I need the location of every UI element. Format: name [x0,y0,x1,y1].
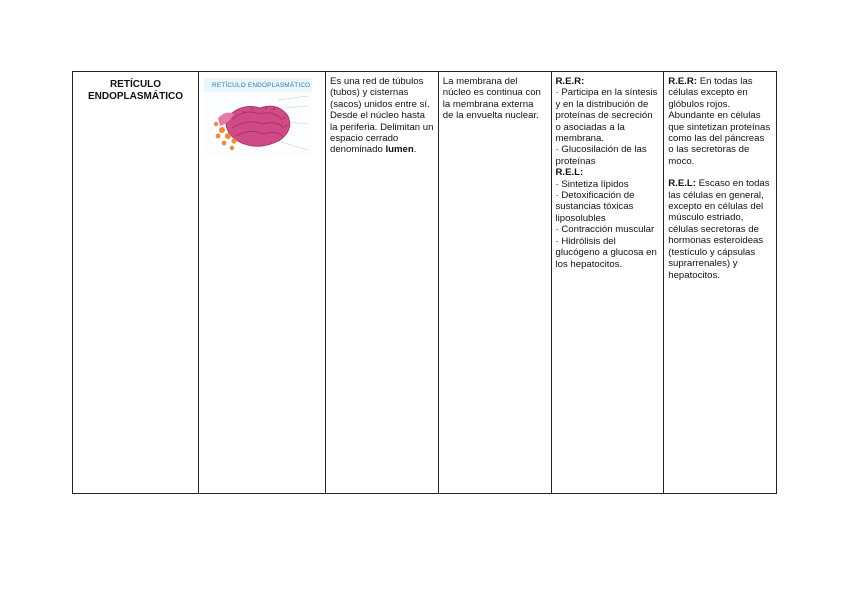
organelle-table [72,71,777,494]
rel-function-item: · Detoxificación de sustancias tóxicas liposolubles [555,190,635,224]
description-cell [326,72,439,494]
rer-function-item: · Glucosilación de las proteínas [555,144,647,167]
rer-location-title: R.E.R: [668,76,698,87]
rel-location-text: Escaso en todas las células en general, excepto en células del músculo estriado, células secretoras de hormonas esteroideas (testículo y cápsulas suprarrenales) y hepatocitos. [668,178,770,281]
er-illustration [204,78,312,156]
location-cell [664,72,777,494]
rer-function-item: · Participa en la síntesis y en la distribución de proteínas de secreción o asociadas a la membrana. [555,87,658,145]
organelle-name-cell [73,72,199,494]
description-text: Es una red de túbulos (tubos) y cisternas (sacos) unidos entre sí. Desde el núcleo hasta la periferia. Delimitan un espacio cerrado denominado [330,76,434,156]
rel-function-item: · Sintetiza lípidos [555,178,629,190]
table-row [73,72,777,494]
relation-cell [438,72,551,494]
rel-function-item: · Contracción muscular [555,224,655,236]
relation-text: La membrana del núcleo es continua con la membrana externa de la envuelta nuclear. [442,76,541,122]
organelle-name: RETÍCULO ENDOPLASMÁTICO [88,79,183,102]
rel-location-title: R.E.L: [668,178,696,190]
illustration-caption: RETÍCULO ENDOPLASMÁTICO [212,82,311,89]
rel-function-item: · Hidrólisis del glucógeno a glucosa en los hepatocitos. [555,235,657,270]
lumen-term: lumen [385,144,414,156]
rel-functions-title: R.E.L: [555,167,584,179]
rer-location-text: En todas las células excepto en glóbulos rojos. Abundante en células que sintetizan proteínas como las del páncreas o las secretoras de moco. [668,76,771,167]
description-end: . [413,144,417,156]
er-diagram-icon [204,78,312,156]
rer-functions-title: R.E.R: [555,76,585,87]
functions-cell [551,72,664,494]
image-cell [199,72,326,494]
